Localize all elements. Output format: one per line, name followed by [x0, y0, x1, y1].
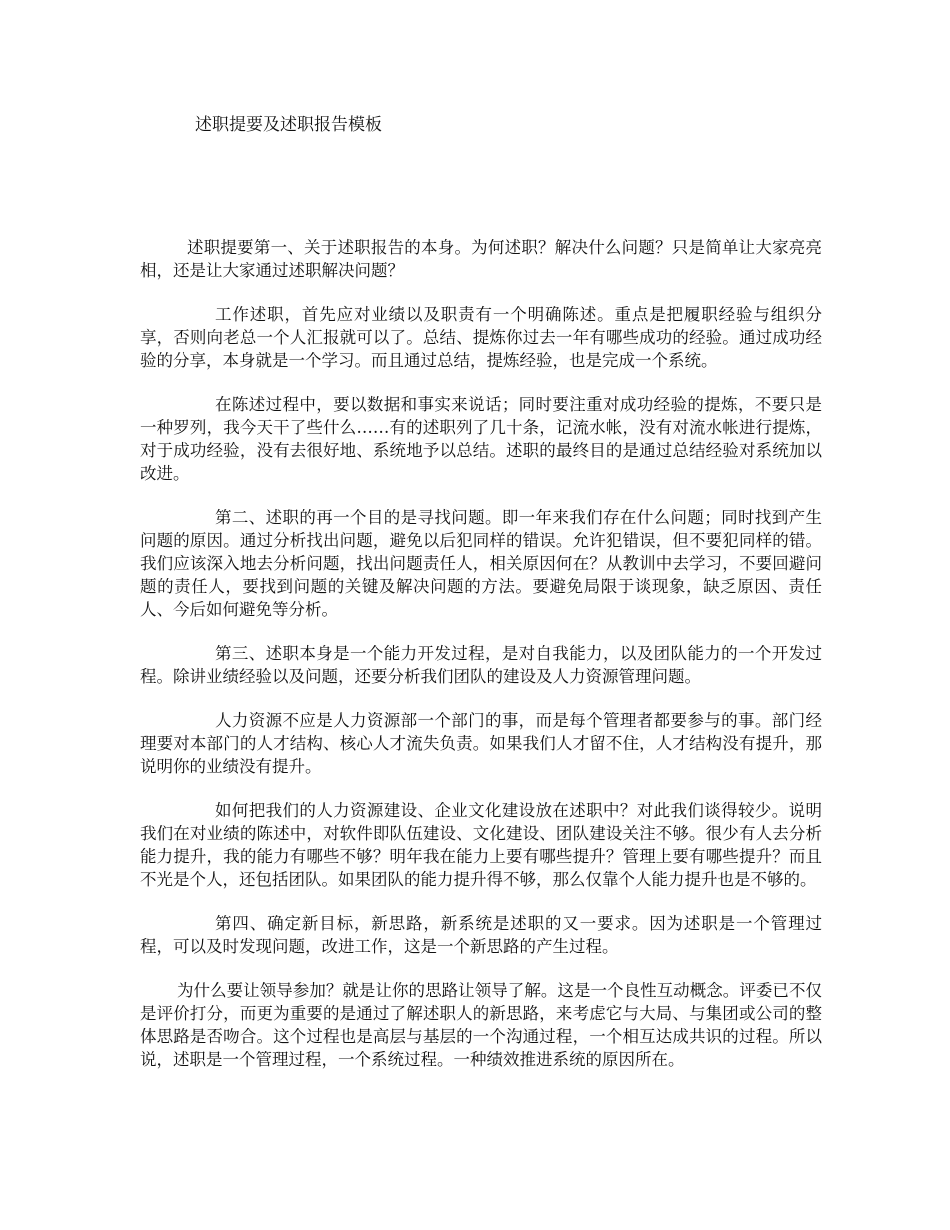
paragraph-6: 人力资源不应是人力资源部一个部门的事，而是每个管理者都要参与的事。部门经理要对本部门的人才结构、核心人才流失负责。如果我们人才留不住，人才结构没有提升，那说明你的业绩没有提升。: [140, 711, 822, 776]
paragraph-9: 为什么要让领导参加？就是让你的思路让领导了解。这是一个良性互动概念。评委已不仅是评价打分，而更为重要的是通过了解述职人的新思路，来考虑它与大局、与集团或公司的整体思路是否吻合。这个过程也是高层与基层的一个沟通过程，一个相互达成共识的过程。所以说，述职是一个管理过程，一个系统过程。一种绩效推进系统的原因所在。: [140, 981, 822, 1069]
document-title: 述职提要及述职报告模板: [195, 115, 382, 135]
document-body: [140, 236, 822, 1092]
paragraph-5: 第三、述职本身是一个能力开发过程，是对自我能力，以及团队能力的一个开发过程。除讲业绩经验以及问题，还要分析我们团队的建设及人力资源管理问题。: [140, 644, 822, 686]
paragraph-3: 在陈述过程中，要以数据和事实来说话；同时要注重对成功经验的提炼，不要只是一种罗列，我今天干了些什么……有的述职列了几十条，记流水帐，没有对流水帐进行提炼，对于成功经验，没有去很好地、系统地予以总结。述职的最终目的是通过总结经验对系统加以改进。: [140, 395, 822, 483]
paragraph-1: 述职提要第一、关于述职报告的本身。为何述职？解决什么问题？只是简单让大家亮亮相，还是让大家通过述职解决问题？: [140, 238, 822, 280]
paragraph-2: 工作述职，首先应对业绩以及职责有一个明确陈述。重点是把履职经验与组织分享，否则向老总一个人汇报就可以了。总结、提炼你过去一年有哪些成功的经验。通过成功经验的分享，本身就是一个学习。而且通过总结，提炼经验，也是完成一个系统。: [140, 305, 822, 370]
paragraph-8: 第四、确定新目标，新思路，新系统是述职的又一要求。因为述职是一个管理过程，可以及时发现问题，改进工作，这是一个新思路的产生过程。: [140, 914, 822, 956]
paragraph-4: 第二、述职的再一个目的是寻找问题。即一年来我们存在什么问题；同时找到产生问题的原因。通过分析找出问题，避免以后犯同样的错误。允许犯错误，但不要犯同样的错。我们应该深入地去分析问题，找出问题责任人，相关原因何在？从教训中去学习，不要回避问题的责任人，要找到问题的关键及解决问题的方法。要避免局限于谈现象，缺乏原因、责任人、今后如何避免等分析。: [140, 508, 822, 619]
paragraph-7: 如何把我们的人力资源建设、企业文化建设放在述职中？对此我们谈得较少。说明我们在对业绩的陈述中，对软件即队伍建设、文化建设、团队建设关注不够。很少有人去分析能力提升，我的能力有哪些不够？明年我在能力上要有哪些提升？管理上要有哪些提升？而且不光是个人，还包括团队。如果团队的能力提升得不够，那么仅靠个人能力提升也是不够的。: [140, 801, 822, 889]
